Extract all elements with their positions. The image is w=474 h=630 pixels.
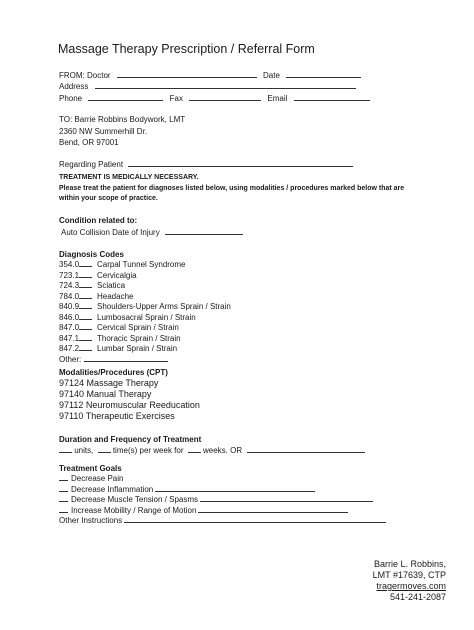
times-label: time(s) per week for [112, 446, 184, 455]
signature-website-link[interactable]: tragermoves.com [376, 581, 446, 591]
diagnosis-label: Lumbosacral Sprain / Strain [97, 312, 196, 322]
date-label: Date [263, 71, 280, 80]
patient-name-field[interactable] [128, 159, 353, 167]
goal-detail-field[interactable] [155, 484, 315, 492]
diagnosis-label: Carpal Tunnel Syndrome [97, 260, 186, 269]
fax-label: Fax [169, 94, 183, 103]
other-instructions-field[interactable] [124, 515, 386, 523]
fax-field[interactable] [189, 93, 261, 101]
diagnosis-check-blank[interactable] [79, 343, 92, 351]
to-street: 2360 NW Summerhill Dr. [59, 127, 148, 136]
diagnosis-list [59, 259, 231, 364]
signature-name: Barrie L. Robbins, [373, 559, 446, 569]
auto-collision-label: Auto Collision Date of Injury [61, 228, 160, 237]
diagnosis-check-blank[interactable] [79, 333, 92, 341]
diagnosis-label: Headache [97, 291, 134, 301]
diagnosis-code: 847.1 [59, 333, 80, 343]
phone-label: Phone [59, 94, 83, 103]
diagnosis-check-blank[interactable] [79, 291, 92, 299]
diagnosis-label: Cervical Sprain / Strain [97, 323, 179, 332]
times-field[interactable] [98, 445, 111, 453]
medical-necessity-notice [59, 173, 404, 205]
weeks-field[interactable] [188, 445, 201, 453]
diagnosis-check-blank[interactable] [79, 312, 92, 320]
goals-heading: Treatment Goals [59, 464, 122, 473]
diagnosis-item [59, 291, 231, 302]
goal-label: Increase Mobility / Range of Motion [71, 505, 197, 515]
goal-item [59, 484, 386, 495]
doctor-name-field[interactable] [117, 70, 257, 78]
diagnosis-item [59, 259, 231, 270]
diagnosis-check-blank[interactable] [79, 259, 92, 267]
address-label: Address [59, 82, 89, 91]
duration-other-field[interactable] [247, 445, 365, 453]
modalities-list [59, 378, 200, 422]
condition-row [61, 227, 243, 238]
goal-label: Decrease Inflammation [71, 484, 154, 494]
units-field[interactable] [59, 445, 72, 453]
signature-phone: 541-241-2087 [389, 592, 446, 602]
phone-field[interactable] [88, 93, 163, 101]
address-row [59, 81, 356, 92]
phone-fax-email-row [59, 93, 370, 104]
diagnosis-label: Shoulders-Upper Arms Sprain / Strain [97, 302, 231, 311]
duration-heading: Duration and Frequency of Treatment [59, 435, 202, 444]
diagnosis-check-blank[interactable] [79, 280, 92, 288]
diagnosis-code: 846.0 [59, 312, 80, 322]
diagnosis-check-blank[interactable] [79, 322, 92, 330]
goals-list [59, 473, 386, 526]
goal-other-row [59, 515, 386, 526]
goal-check-blank[interactable] [59, 484, 68, 492]
from-doctor-label: FROM: Doctor [59, 71, 111, 80]
modality-item[interactable]: 97110 Therapeutic Exercises [59, 411, 175, 421]
page-title: Massage Therapy Prescription / Referral Form [58, 42, 315, 56]
to-line: TO: Barrie Robbins Bodywork, LMT [59, 115, 186, 124]
diagnosis-heading: Diagnosis Codes [59, 250, 124, 259]
regarding-patient-row [59, 159, 353, 170]
goal-detail-field[interactable] [200, 494, 373, 502]
diagnosis-code: 724.3 [59, 281, 80, 290]
diagnosis-check-blank[interactable] [79, 270, 92, 278]
notice-line-2: Please treat the patient for diagnoses listed below, using modalities / procedures marked below that are [59, 184, 405, 192]
goal-check-blank[interactable] [59, 473, 68, 481]
diagnosis-item [59, 312, 231, 323]
notice-line-3: within your scope of practice. [59, 195, 158, 202]
diagnosis-code: 847.2 [59, 344, 80, 353]
diagnosis-code: 354.0 [59, 260, 80, 269]
diagnosis-code: 723.1 [59, 270, 80, 280]
diagnosis-item [59, 270, 231, 281]
diagnosis-item [59, 343, 231, 354]
goal-item [59, 494, 386, 505]
diagnosis-check-blank[interactable] [79, 301, 92, 309]
to-city: Bend, OR 97001 [59, 138, 119, 147]
address-field[interactable] [95, 81, 356, 89]
modality-item[interactable]: 97112 Neuromuscular Reeducation [59, 400, 200, 410]
goal-check-blank[interactable] [59, 505, 68, 513]
diagnosis-label: Sciatica [97, 281, 126, 290]
modality-item[interactable]: 97140 Manual Therapy [59, 389, 152, 399]
injury-date-field[interactable] [165, 227, 243, 235]
other-instructions-label: Other Instructions [59, 516, 123, 525]
notice-line-1: TREATMENT IS MEDICALLY NECESSARY. [59, 174, 199, 181]
diagnosis-label: Thoracic Sprain / Strain [97, 333, 181, 343]
diagnosis-item [59, 301, 231, 312]
modalities-heading: Modalities/Procedures (CPT) [59, 368, 168, 377]
goal-label: Decrease Muscle Tension / Spasms [71, 495, 199, 504]
goal-detail-field[interactable] [198, 505, 348, 513]
email-label: Email [267, 94, 288, 103]
diagnosis-code: 847.0 [59, 323, 80, 332]
signature-license: LMT #17639, CTP [372, 570, 446, 580]
diagnosis-item [59, 280, 231, 291]
goal-label: Decrease Pain [71, 474, 124, 483]
diagnosis-other-label: Other: [59, 354, 82, 364]
signature-block [373, 559, 446, 603]
diagnosis-code: 784.0 [59, 291, 80, 301]
diagnosis-other-row [59, 354, 231, 365]
units-label: units, [74, 446, 94, 455]
diagnosis-other-field[interactable] [84, 354, 168, 362]
goal-item [59, 505, 386, 516]
diagnosis-label: Lumbar Sprain / Strain [97, 344, 178, 353]
condition-heading: Condition related to: [59, 216, 138, 225]
from-doctor-row [59, 70, 361, 81]
email-field[interactable] [294, 93, 370, 101]
goal-check-blank[interactable] [59, 494, 68, 502]
diagnosis-item [59, 322, 231, 333]
modality-item[interactable]: 97124 Massage Therapy [59, 378, 159, 388]
goal-item [59, 473, 386, 484]
regarding-patient-label: Regarding Patient [59, 160, 124, 169]
date-field[interactable] [286, 70, 361, 78]
diagnosis-label: Cervicalgia [97, 270, 137, 280]
duration-row [59, 445, 365, 456]
diagnosis-code: 840.9 [59, 302, 80, 311]
diagnosis-item [59, 333, 231, 344]
weeks-label: weeks. OR [202, 446, 243, 455]
